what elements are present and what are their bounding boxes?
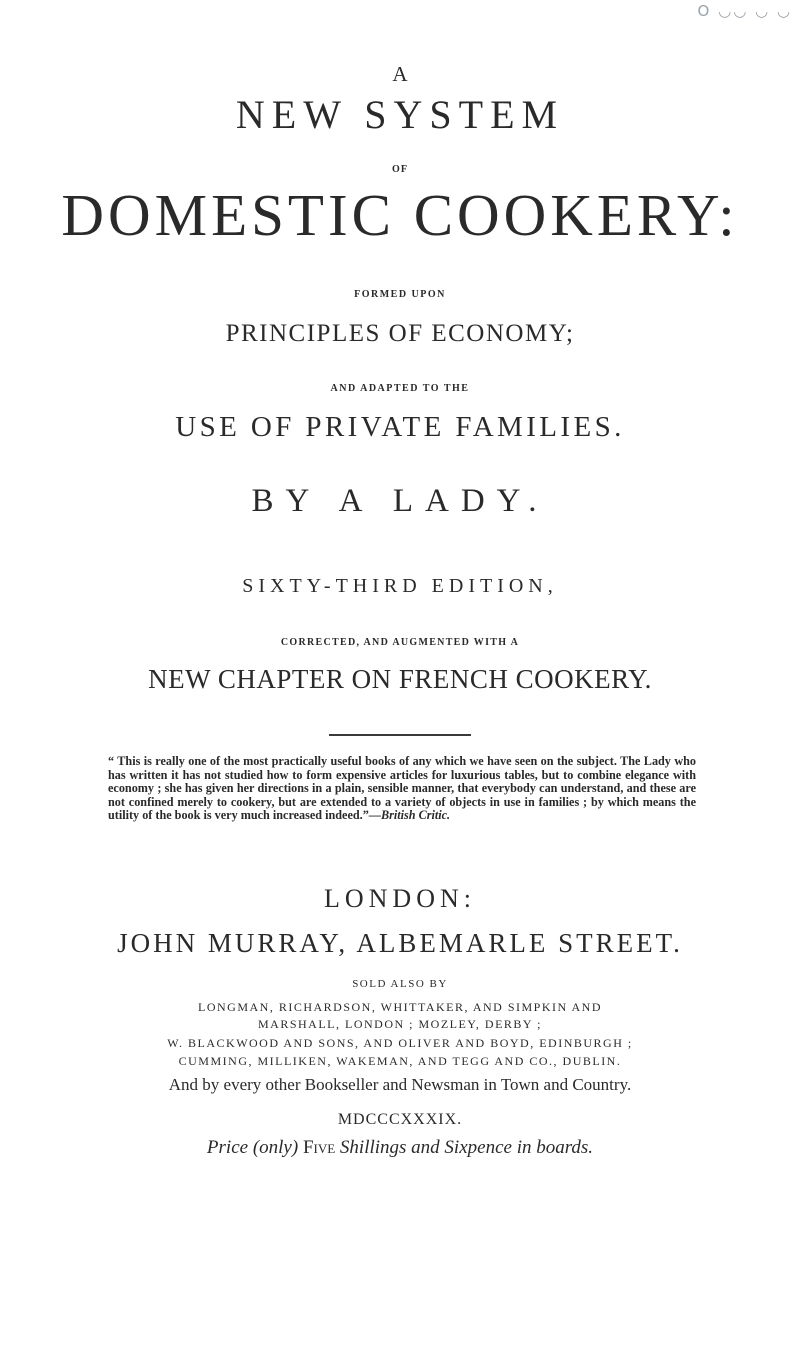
title-of: OF xyxy=(392,164,408,175)
imprint-city: LONDON: xyxy=(324,884,476,913)
imprint-distributor-line: CUMMING, MILLIKEN, WAKEMAN, AND TEGG AND CO., DUBLIN. xyxy=(178,1054,622,1068)
imprint-year: MDCCCXXXIX. xyxy=(337,1111,463,1128)
price-amount: Five xyxy=(302,1137,336,1158)
price-suffix: Shillings and Sixpence in boards. xyxy=(339,1137,594,1158)
imprint-publisher: JOHN MURRAY, ALBEMARLE STREET. xyxy=(117,928,683,958)
review-quote-source: British Critic. xyxy=(380,808,451,822)
edition-new-chapter: NEW CHAPTER ON FRENCH COOKERY. xyxy=(148,664,652,694)
review-quote-text: “ This is really one of the most practically useful books of any which we have seen on the subject. The Lady who has written it has not studied how to form expensive articles for luxurious tables, but to combine elegance with economy ; she has given her directions in a plain, sensible manner, that everybody can understand, and these are not confined merely to cookery, but are extended to a variety of objects in use in families ; by which means the utility of the book is very much increased indeed.”— xyxy=(108,754,696,822)
title-adapted: AND ADAPTED TO THE xyxy=(330,383,470,394)
imprint-distributor-line: LONGMAN, RICHARDSON, WHITTAKER, AND SIMPKIN AND xyxy=(198,1000,602,1014)
imprint-distributor-line: W. BLACKWOOD AND SONS, AND OLIVER AND BOYD, EDINBURGH ; xyxy=(167,1036,633,1050)
title-use-of-families: USE OF PRIVATE FAMILIES. xyxy=(175,411,625,443)
divider-rule xyxy=(329,734,471,736)
corner-stamp-mark: O ◡◡ ◡ ◡ xyxy=(697,2,792,20)
edition-corrected: CORRECTED, AND AUGMENTED WITH A xyxy=(280,637,520,648)
title-formed-upon: FORMED UPON xyxy=(354,289,446,300)
edition-name: SIXTY-THIRD EDITION, xyxy=(242,575,558,597)
title-principles: PRINCIPLES OF ECONOMY; xyxy=(225,320,575,347)
title-domestic-cookery: DOMESTIC COOKERY: xyxy=(61,182,739,248)
title-new-system: NEW SYSTEM xyxy=(235,92,565,137)
price-line xyxy=(0,1138,800,1157)
price-prefix: Price (only) xyxy=(206,1137,299,1158)
imprint-distributor-line: MARSHALL, LONDON ; MOZLEY, DERBY ; xyxy=(257,1017,542,1031)
imprint-sold-by: SOLD ALSO BY xyxy=(352,978,448,990)
author-line: BY A LADY. xyxy=(251,483,549,519)
review-quote xyxy=(108,755,696,823)
imprint-every-bookseller: And by every other Bookseller and Newsman in Town and Country. xyxy=(168,1075,632,1094)
title-article: A xyxy=(392,62,408,86)
